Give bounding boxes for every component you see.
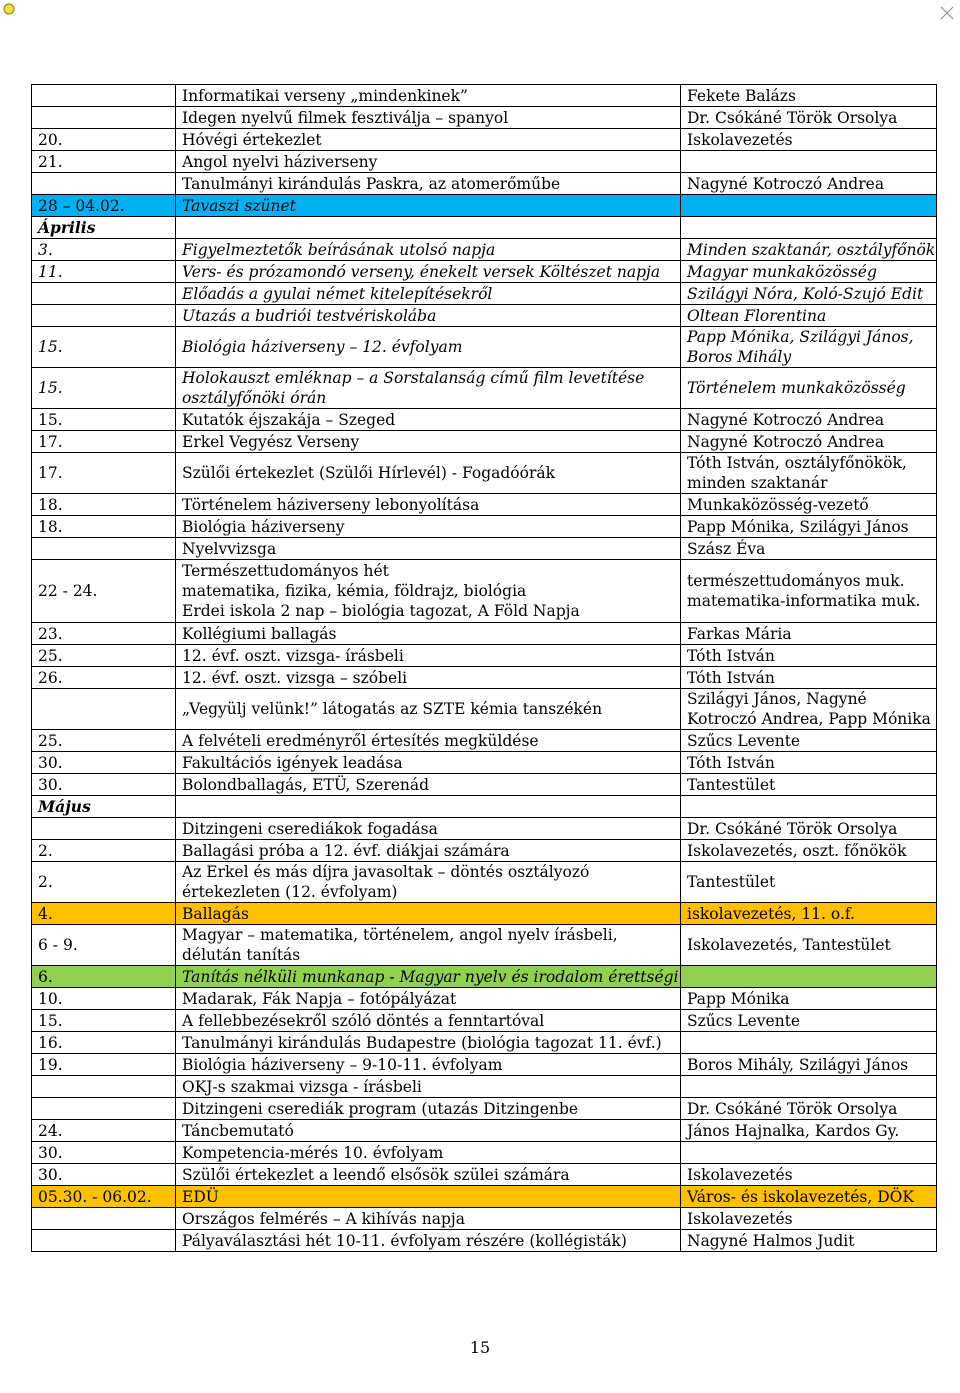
date-cell: 2.: [32, 840, 176, 862]
table-row-highlight: [32, 195, 937, 217]
responsible-cell: [681, 560, 937, 623]
date-cell: 15.: [32, 1010, 176, 1032]
date-cell: 28 – 04.02.: [32, 195, 176, 217]
table-row: [32, 730, 937, 752]
responsible-cell: János Hajnalka, Kardos Gy.: [681, 1120, 937, 1142]
responsible-cell: Minden szaktanár, osztályfőnök: [681, 239, 937, 261]
table-row: [32, 1076, 937, 1098]
event-cell: Kollégiumi ballagás: [176, 623, 681, 645]
event-cell: Biológia háziverseny: [176, 516, 681, 538]
responsible-cell: [681, 195, 937, 217]
responsible-cell: Farkas Mária: [681, 623, 937, 645]
table-row: [32, 239, 937, 261]
event-cell: Tavaszi szünet: [176, 195, 681, 217]
event-line: Természettudományos hét: [182, 562, 389, 580]
event-cell: Országos felmérés – A kihívás napja: [176, 1208, 681, 1230]
date-cell: 22 - 24.: [32, 560, 176, 623]
responsible-cell: [681, 966, 937, 988]
responsible-cell: Tantestület: [681, 774, 937, 796]
event-line: matematika, fizika, kémia, földrajz, biológia: [182, 582, 527, 600]
date-cell: [32, 1230, 176, 1252]
event-cell: A fellebbezésekről szóló döntés a fenntartóval: [176, 1010, 681, 1032]
date-cell: 15.: [32, 409, 176, 431]
event-cell: [176, 560, 681, 623]
date-cell: 10.: [32, 988, 176, 1010]
table-row: [32, 925, 937, 966]
event-cell: Tanulmányi kirándulás Budapestre (biológia tagozat 11. évf.): [176, 1032, 681, 1054]
table-row: [32, 516, 937, 538]
date-cell: 6.: [32, 966, 176, 988]
responsible-cell: Tóth István: [681, 645, 937, 667]
date-cell: 18.: [32, 516, 176, 538]
date-cell: 23.: [32, 623, 176, 645]
event-cell: Az Erkel és más díjra javasoltak – döntés osztályozó értekezleten (12. évfolyam): [176, 862, 681, 903]
responsible-cell: Tóth István: [681, 667, 937, 689]
responsible-cell: Iskolavezetés: [681, 1208, 937, 1230]
event-cell: [176, 796, 681, 818]
event-cell: Magyar – matematika, történelem, angol nyelv írásbeli, délután tanítás: [176, 925, 681, 966]
date-cell: 24.: [32, 1120, 176, 1142]
table-row: [32, 173, 937, 195]
event-cell: Vers- és prózamondó verseny, énekelt versek Költészet napja: [176, 261, 681, 283]
table-row-highlight: [32, 1186, 937, 1208]
event-cell: Nyelvvizsga: [176, 538, 681, 560]
month-header-row: [32, 796, 937, 818]
responsible-line: természettudományos muk.: [687, 572, 905, 590]
responsible-cell: Nagyné Kotroczó Andrea: [681, 173, 937, 195]
responsible-cell: Szűcs Levente: [681, 730, 937, 752]
event-cell: Figyelmeztetők beírásának utolsó napja: [176, 239, 681, 261]
responsible-cell: [681, 151, 937, 173]
event-cell: Hóvégi értekezlet: [176, 129, 681, 151]
table-row: [32, 645, 937, 667]
date-cell: 6 - 9.: [32, 925, 176, 966]
table-row: [32, 689, 937, 730]
table-row: [32, 1032, 937, 1054]
responsible-cell: iskolavezetés, 11. o.f.: [681, 903, 937, 925]
table-row: [32, 305, 937, 327]
date-cell: 18.: [32, 494, 176, 516]
table-row: [32, 129, 937, 151]
table-row: [32, 1208, 937, 1230]
responsible-cell: Dr. Csókáné Török Orsolya: [681, 107, 937, 129]
table-row: [32, 667, 937, 689]
date-cell: 30.: [32, 1142, 176, 1164]
table-row: [32, 368, 937, 409]
responsible-cell: Papp Mónika, Szilágyi János, Boros Mihály: [681, 327, 937, 368]
table-row: [32, 1230, 937, 1252]
event-cell: Utazás a budriói testvériskolába: [176, 305, 681, 327]
responsible-cell: [681, 796, 937, 818]
date-cell: [32, 173, 176, 195]
table-row: [32, 818, 937, 840]
date-cell: 05.30. - 06.02.: [32, 1186, 176, 1208]
page-number: 15: [469, 1338, 491, 1357]
date-cell: 30.: [32, 1164, 176, 1186]
table-row: [32, 1164, 937, 1186]
responsible-cell: Oltean Florentina: [681, 305, 937, 327]
date-cell: [32, 107, 176, 129]
table-row: [32, 1010, 937, 1032]
date-cell: 16.: [32, 1032, 176, 1054]
table-row: [32, 1142, 937, 1164]
event-cell: „Vegyülj velünk!” látogatás az SZTE kémia tanszékén: [176, 689, 681, 730]
responsible-cell: Magyar munkaközösség: [681, 261, 937, 283]
event-cell: Tanulmányi kirándulás Paskra, az atomerőműbe: [176, 173, 681, 195]
responsible-cell: Nagyné Kotroczó Andrea: [681, 409, 937, 431]
event-cell: Szülői értekezlet (Szülői Hírlevél) - Fogadóórák: [176, 453, 681, 494]
corner-mark-icon: [2, 2, 16, 16]
responsible-cell: Város- és iskolavezetés, DÖK: [681, 1186, 937, 1208]
event-cell: Kutatók éjszakája – Szeged: [176, 409, 681, 431]
responsible-cell: Nagyné Kotroczó Andrea: [681, 431, 937, 453]
table-row-highlight: [32, 903, 937, 925]
event-cell: Ballagási próba a 12. évf. diákjai számára: [176, 840, 681, 862]
responsible-cell: Iskolavezetés: [681, 129, 937, 151]
event-cell: Tanítás nélküli munkanap - Magyar nyelv és irodalom érettségi: [176, 966, 681, 988]
table-row: [32, 85, 937, 107]
date-cell: 3.: [32, 239, 176, 261]
date-cell: 25.: [32, 730, 176, 752]
event-cell: Erkel Vegyész Verseny: [176, 431, 681, 453]
responsible-cell: Tantestület: [681, 862, 937, 903]
date-cell: 21.: [32, 151, 176, 173]
event-cell: A felvételi eredményről értesítés megküldése: [176, 730, 681, 752]
table-row: [32, 107, 937, 129]
responsible-cell: Munkaközösség-vezető: [681, 494, 937, 516]
responsible-cell: Iskolavezetés, Tantestület: [681, 925, 937, 966]
event-cell: Biológia háziverseny – 9-10-11. évfolyam: [176, 1054, 681, 1076]
event-cell: Történelem háziverseny lebonyolítása: [176, 494, 681, 516]
table-row: [32, 774, 937, 796]
table-row: [32, 261, 937, 283]
event-cell: Informatikai verseny „mindenkinek”: [176, 85, 681, 107]
table-row: [32, 752, 937, 774]
date-cell: 25.: [32, 645, 176, 667]
month-label: Május: [32, 796, 176, 818]
responsible-cell: Tóth István, osztályfőnökök, minden szaktanár: [681, 453, 937, 494]
responsible-cell: Fekete Balázs: [681, 85, 937, 107]
table-row: [32, 151, 937, 173]
responsible-cell: [681, 217, 937, 239]
event-cell: Idegen nyelvű filmek fesztiválja – spanyol: [176, 107, 681, 129]
date-cell: 19.: [32, 1054, 176, 1076]
event-cell: OKJ-s szakmai vizsga - írásbeli: [176, 1076, 681, 1098]
table-row: [32, 1098, 937, 1120]
schedule-table: [31, 84, 937, 1252]
table-row: [32, 862, 937, 903]
responsible-cell: Boros Mihály, Szilágyi János: [681, 1054, 937, 1076]
event-cell: Bolondballagás, ETÜ, Szerenád: [176, 774, 681, 796]
table-row: [32, 560, 937, 623]
date-cell: [32, 305, 176, 327]
date-cell: [32, 283, 176, 305]
table-row: [32, 1120, 937, 1142]
event-cell: EDÜ: [176, 1186, 681, 1208]
date-cell: 15.: [32, 368, 176, 409]
event-cell: Biológia háziverseny – 12. évfolyam: [176, 327, 681, 368]
responsible-cell: [681, 1142, 937, 1164]
table-row: [32, 494, 937, 516]
date-cell: 26.: [32, 667, 176, 689]
responsible-cell: Szilágyi János, Nagyné Kotroczó Andrea, Papp Mónika: [681, 689, 937, 730]
event-cell: 12. évf. oszt. vizsga – szóbeli: [176, 667, 681, 689]
table-row: [32, 453, 937, 494]
event-cell: [176, 217, 681, 239]
date-cell: 15.: [32, 327, 176, 368]
responsible-cell: Dr. Csókáné Török Orsolya: [681, 818, 937, 840]
event-cell: Ballagás: [176, 903, 681, 925]
responsible-cell: Nagyné Halmos Judit: [681, 1230, 937, 1252]
responsible-cell: Dr. Csókáné Török Orsolya: [681, 1098, 937, 1120]
table-row: [32, 623, 937, 645]
event-cell: Előadás a gyulai német kitelepítésekről: [176, 283, 681, 305]
table-row: [32, 327, 937, 368]
month-header-row: [32, 217, 937, 239]
month-label: Április: [32, 217, 176, 239]
responsible-cell: Papp Mónika: [681, 988, 937, 1010]
event-cell: Kompetencia-mérés 10. évfolyam: [176, 1142, 681, 1164]
page-fold-icon: [940, 6, 954, 20]
date-cell: [32, 818, 176, 840]
date-cell: 30.: [32, 752, 176, 774]
event-cell: Táncbemutató: [176, 1120, 681, 1142]
date-cell: 20.: [32, 129, 176, 151]
date-cell: 2.: [32, 862, 176, 903]
event-cell: Ditzingeni cserediákok fogadása: [176, 818, 681, 840]
responsible-cell: Iskolavezetés: [681, 1164, 937, 1186]
table-row: [32, 283, 937, 305]
date-cell: 11.: [32, 261, 176, 283]
responsible-cell: Szász Éva: [681, 538, 937, 560]
event-cell: Ditzingeni cserediák program (utazás Ditzingenbe: [176, 1098, 681, 1120]
date-cell: [32, 85, 176, 107]
date-cell: 4.: [32, 903, 176, 925]
event-cell: Szülői értekezlet a leendő elsősök szülei számára: [176, 1164, 681, 1186]
date-cell: 17.: [32, 453, 176, 494]
table-row: [32, 840, 937, 862]
event-cell: Holokauszt emléknap – a Sorstalanság című film levetítése osztályfőnöki órán: [176, 368, 681, 409]
date-cell: [32, 1098, 176, 1120]
table-row: [32, 1054, 937, 1076]
responsible-cell: Iskolavezetés, oszt. főnökök: [681, 840, 937, 862]
date-cell: 17.: [32, 431, 176, 453]
table-row-highlight: [32, 966, 937, 988]
date-cell: [32, 538, 176, 560]
event-cell: Angol nyelvi háziverseny: [176, 151, 681, 173]
table-row: [32, 538, 937, 560]
date-cell: [32, 1076, 176, 1098]
table-row: [32, 431, 937, 453]
responsible-cell: Papp Mónika, Szilágyi János: [681, 516, 937, 538]
responsible-cell: Szűcs Levente: [681, 1010, 937, 1032]
event-cell: Madarak, Fák Napja – fotópályázat: [176, 988, 681, 1010]
event-cell: 12. évf. oszt. vizsga- írásbeli: [176, 645, 681, 667]
date-cell: 30.: [32, 774, 176, 796]
responsible-cell: [681, 1076, 937, 1098]
responsible-cell: [681, 1032, 937, 1054]
responsible-cell: Tóth István: [681, 752, 937, 774]
event-cell: Fakultációs igények leadása: [176, 752, 681, 774]
date-cell: [32, 689, 176, 730]
responsible-cell: Szilágyi Nóra, Koló-Szujó Edit: [681, 283, 937, 305]
table-row: [32, 988, 937, 1010]
responsible-cell: Történelem munkaközösség: [681, 368, 937, 409]
event-line: Erdei iskola 2 nap – biológia tagozat, A Föld Napja: [182, 602, 580, 620]
date-cell: [32, 1208, 176, 1230]
event-cell: Pályaválasztási hét 10-11. évfolyam részére (kollégisták): [176, 1230, 681, 1252]
responsible-line: matematika-informatika muk.: [687, 592, 921, 610]
table-row: [32, 409, 937, 431]
